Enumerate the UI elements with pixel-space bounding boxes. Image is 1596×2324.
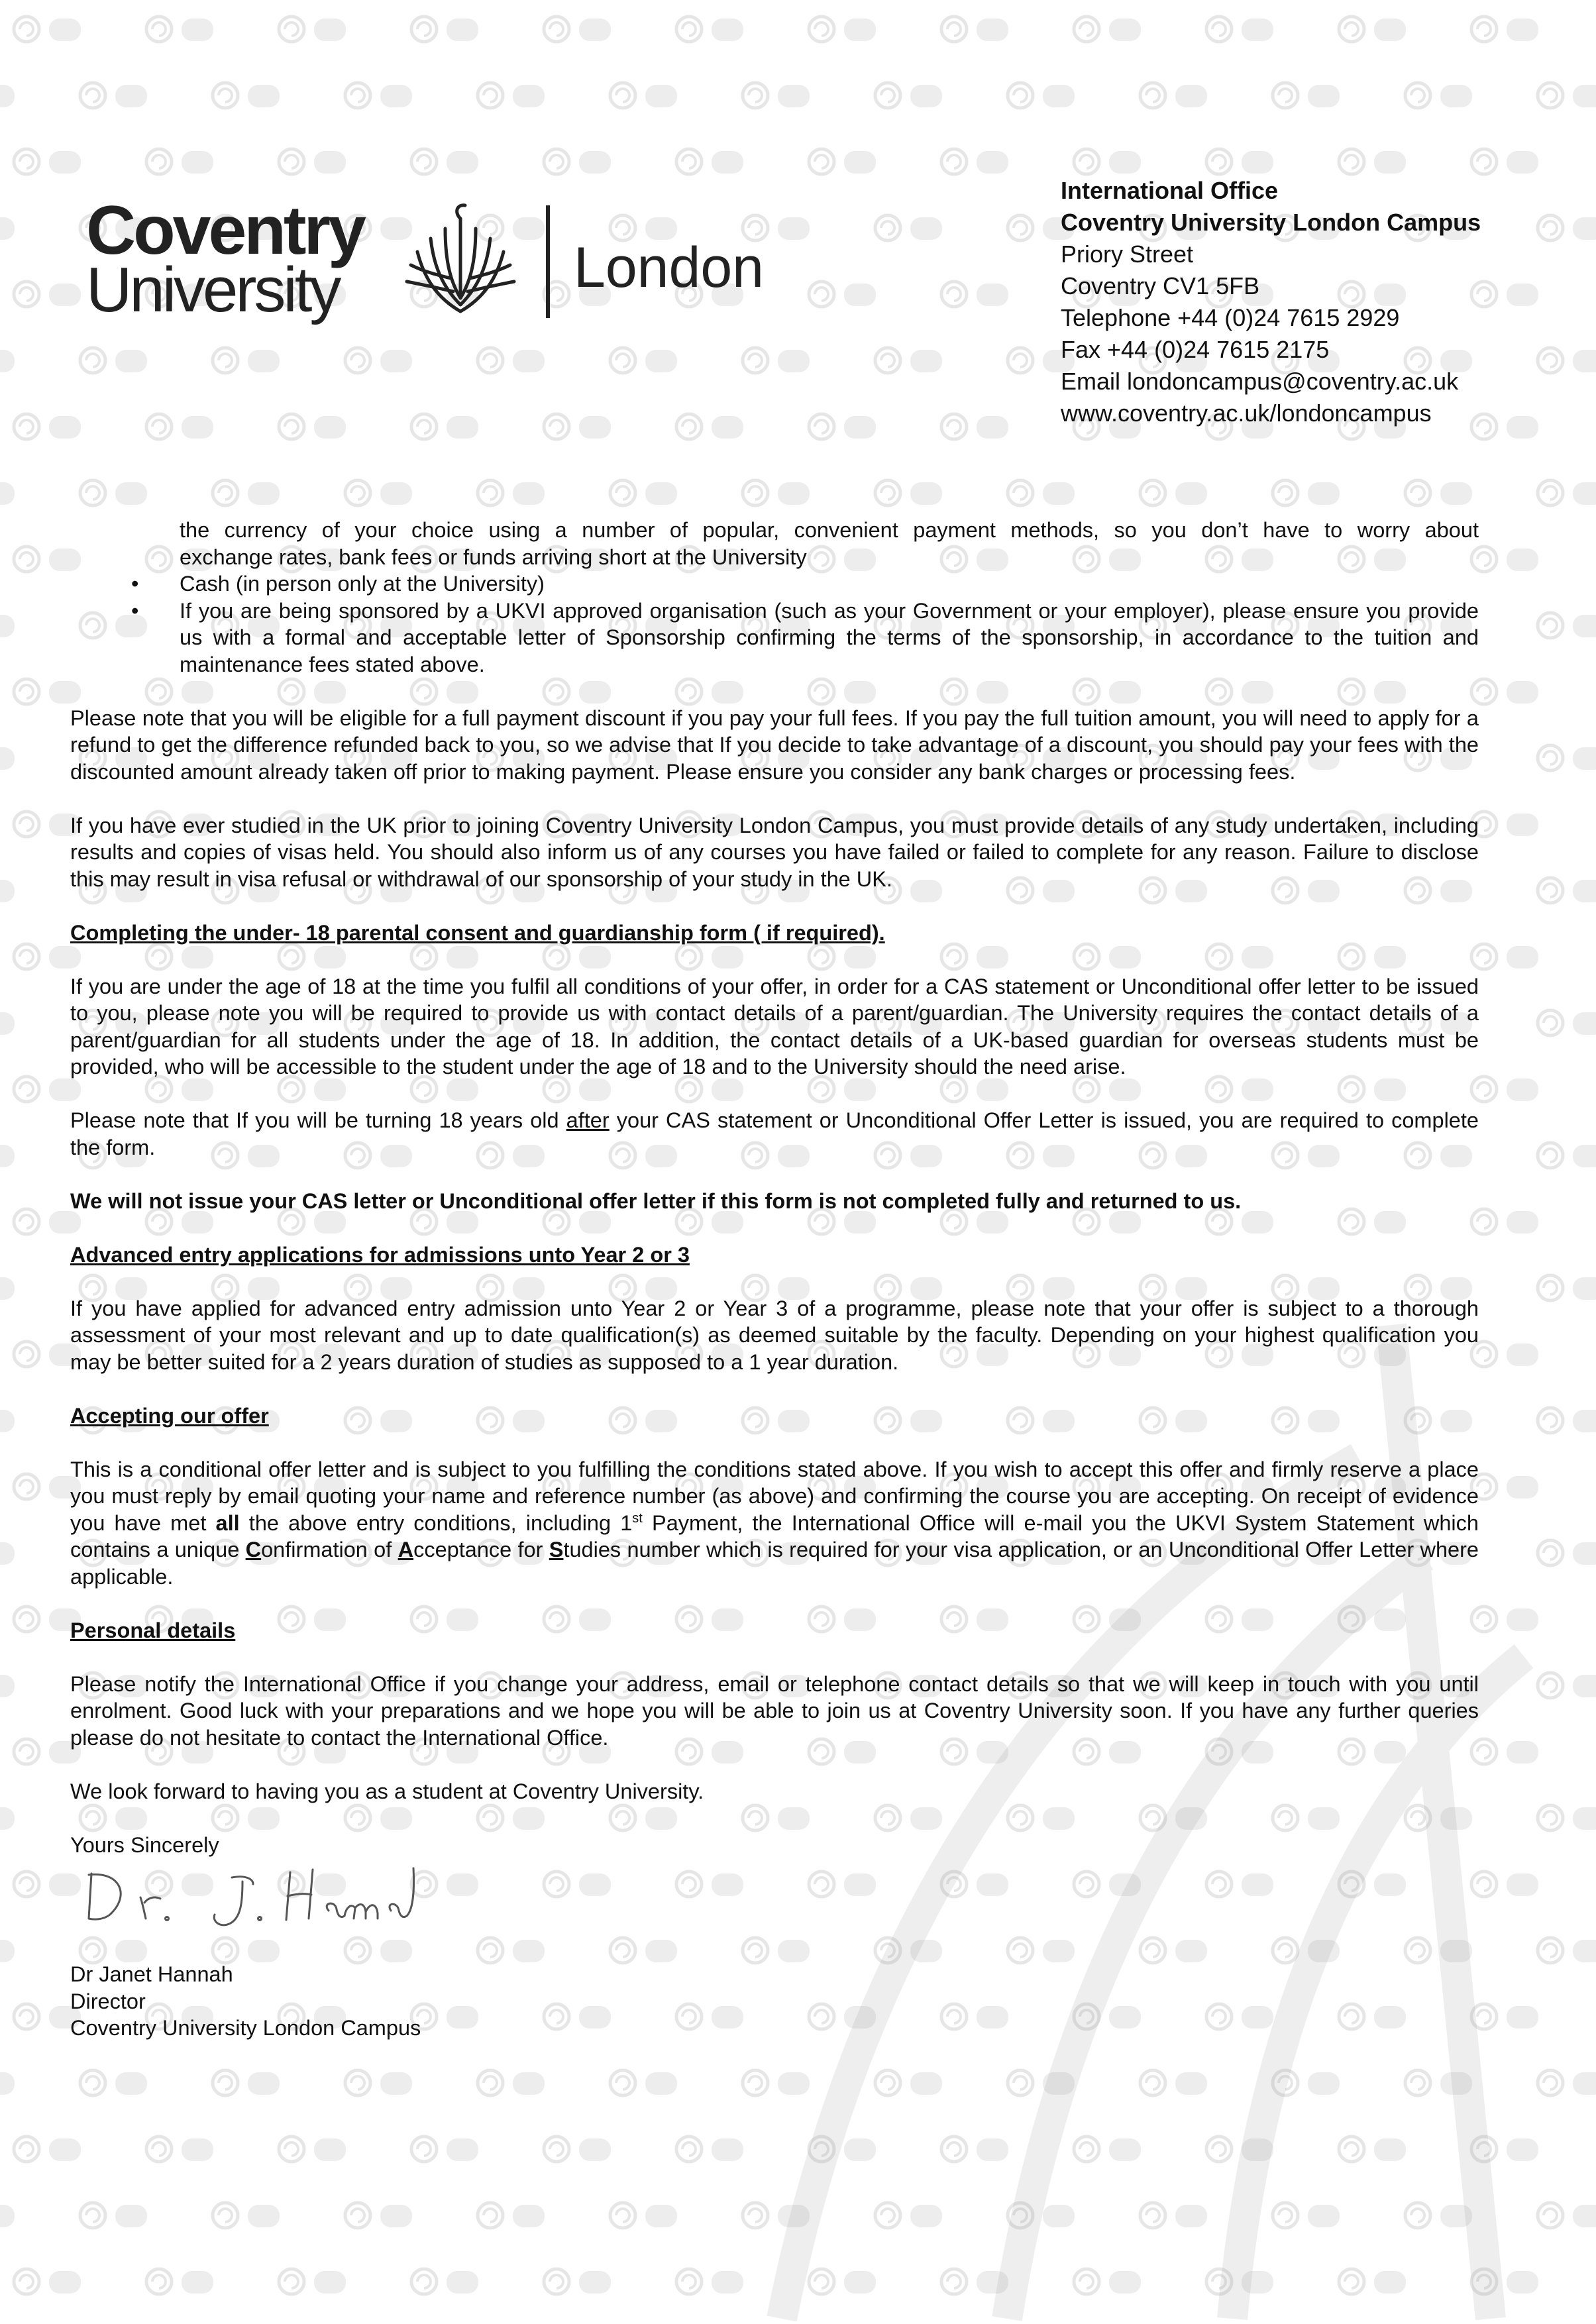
signatory-name: Dr Janet Hannah	[70, 1962, 233, 1986]
turning-18-text-start: Please note that If you will be turning 18 years old	[70, 1108, 566, 1132]
accepting-text-1: This is a conditional offer letter and is subject to you fulfilling the conditions stated above. If you wish to accept this offer and firmly reserve a place you must reply by email quoting your name and reference number (as above) and confirming the course you are accepting. On receipt of evidence you have met	[70, 1457, 1479, 1535]
accepting-text-3: Payment, the International Office will e-mail you the UKVI System Statement which contains a unique	[70, 1510, 1479, 1561]
paragraph-advanced-entry: If you have applied for advanced entry admission unto Year 2 or Year 3 of a programme, please note that your offer is subject to a thorough assessment of your most relevant and up to date qualification(s) as deemed suitable by the faculty. Depending on your highest qualification you may be better suited for a 2 years duration of studies as supposed to a 1 year duration.	[70, 1296, 1479, 1374]
address-telephone: Telephone +44 (0)24 7615 2929	[1061, 304, 1400, 331]
address-fax: Fax +44 (0)24 7615 2175	[1061, 336, 1330, 363]
address-email: Email londoncampus@coventry.ac.uk	[1061, 368, 1459, 395]
office-name: International Office	[1061, 177, 1279, 204]
logo-word-london: London	[574, 236, 764, 299]
bullet-cash: • Cash (in person only at the University)	[70, 570, 1479, 598]
handwritten-signature	[80, 1855, 424, 1928]
turning-18-text-end: your CAS statement or Unconditional Offer Letter is issued, you are required to complete the form.	[70, 1108, 1479, 1159]
coventry-university-london-logo	[86, 192, 788, 338]
address-website: www.coventry.ac.uk/londoncampus	[1061, 399, 1432, 427]
cas-warning: We will not issue your CAS letter or Unconditional offer letter if this form is not completed fully and returned to us.	[70, 1188, 1242, 1213]
phoenix-icon	[398, 199, 523, 325]
heading-accepting-offer: Accepting our offer	[70, 1403, 269, 1428]
payment-continuation-line-1: the currency of your choice using a number of popular, convenient payment methods, so you don’t have to worry about	[180, 518, 1479, 542]
paragraph-full-payment-discount: Please note that you will be eligible for a full payment discount if you pay your full fees. If you pay the full tuition amount, you will need to apply for a refund to get the difference refunded back to you, so we advise that If you decide to take advantage of a discount, you should pay your fees with the discounted amount already taken off prior to making payment. Please ensure you consider any bank charges or processing fees.	[70, 706, 1479, 784]
bullet-sponsor: • If you are being sponsored by a UKVI approved organisation (such as your Government or your employer), please ensure you provide us with a formal and acceptable letter of Sponsorship confirming the terms of the sponsorship, in accordance to the tuition and maintenance fees stated above.	[70, 598, 1479, 678]
address-city: Coventry CV1 5FB	[1061, 272, 1260, 299]
paragraph-previous-uk-study: If you have ever studied in the UK prior to joining Coventry University London Campus, you must provide details of any study undertaken, including results and copies of visas held. You should also inform us of any courses you have failed or failed to complete for any reason. Failure to disclose this may result in visa refusal or withdrawal of our sponsorship of your study in the UK.	[70, 813, 1479, 891]
cas-letter-a: A	[398, 1538, 414, 1561]
paragraph-look-forward: We look forward to having you as a student at Coventry University.	[70, 1779, 704, 1803]
signatory-block	[70, 1961, 421, 2042]
logo-word-coventry: Coventry	[86, 192, 364, 269]
letter-body	[70, 517, 1479, 1885]
paragraph-turning-18	[70, 1107, 1479, 1161]
signatory-title: Director	[70, 1989, 146, 2013]
paragraph-accepting-offer	[70, 1456, 1479, 1591]
cas-word-acceptance: cceptance for	[413, 1538, 549, 1561]
logo-word-university: University	[86, 254, 339, 325]
accepting-text-2: the above entry conditions, including 1	[239, 1510, 633, 1535]
heading-under18-form: Completing the under- 18 parental consent and guardianship form ( if required).	[70, 920, 885, 945]
accepting-all-word: all	[215, 1510, 240, 1535]
sign-off: Yours Sincerely	[70, 1832, 219, 1857]
cas-letter-c: C	[245, 1538, 262, 1561]
accepting-ordinal-suffix: st	[632, 1510, 643, 1526]
office-address-block	[1061, 175, 1481, 429]
cas-word-studies: tudies number which is required for your visa application, or an Unconditional Offer Letter where applicable.	[70, 1538, 1479, 1589]
paragraph-under18-requirements: If you are under the age of 18 at the time you fulfil all conditions of your offer, in order for a CAS statement or Unconditional offer letter to be issued to you, please note you will be required to provide us with contact details of a parent/guardian. The University requires the contact details of a parent/guardian for all students under the age of 18. In addition, the contact details of a UK-based guardian for overseas students must be provided, who will be accessible to the student under the age of 18 and to the University should the need arise.	[70, 974, 1479, 1079]
campus-name: Coventry University London Campus	[1061, 209, 1481, 236]
heading-personal-details: Personal details	[70, 1618, 236, 1642]
payment-continuation-line-2: exchange rates, bank fees or funds arriving short at the University	[180, 545, 807, 569]
payment-bullet-list	[70, 570, 1479, 678]
cas-word-confirmation: onfirmation of	[261, 1538, 398, 1561]
paragraph-personal-details: Please notify the International Office if you change your address, email or telephone contact details so that we will keep in touch with you until enrolment. Good luck with your preparations and we hope you will be able to join us at Coventry University soon. If you have any further queries please do not hesitate to contact the International Office.	[70, 1671, 1479, 1750]
heading-advanced-entry: Advanced entry applications for admissions unto Year 2 or 3	[70, 1242, 690, 1267]
address-street: Priory Street	[1061, 240, 1194, 268]
turning-18-after-word: after	[566, 1108, 610, 1132]
logo-divider	[546, 205, 550, 318]
cas-letter-s: S	[549, 1538, 564, 1561]
signatory-organisation: Coventry University London Campus	[70, 2016, 421, 2040]
